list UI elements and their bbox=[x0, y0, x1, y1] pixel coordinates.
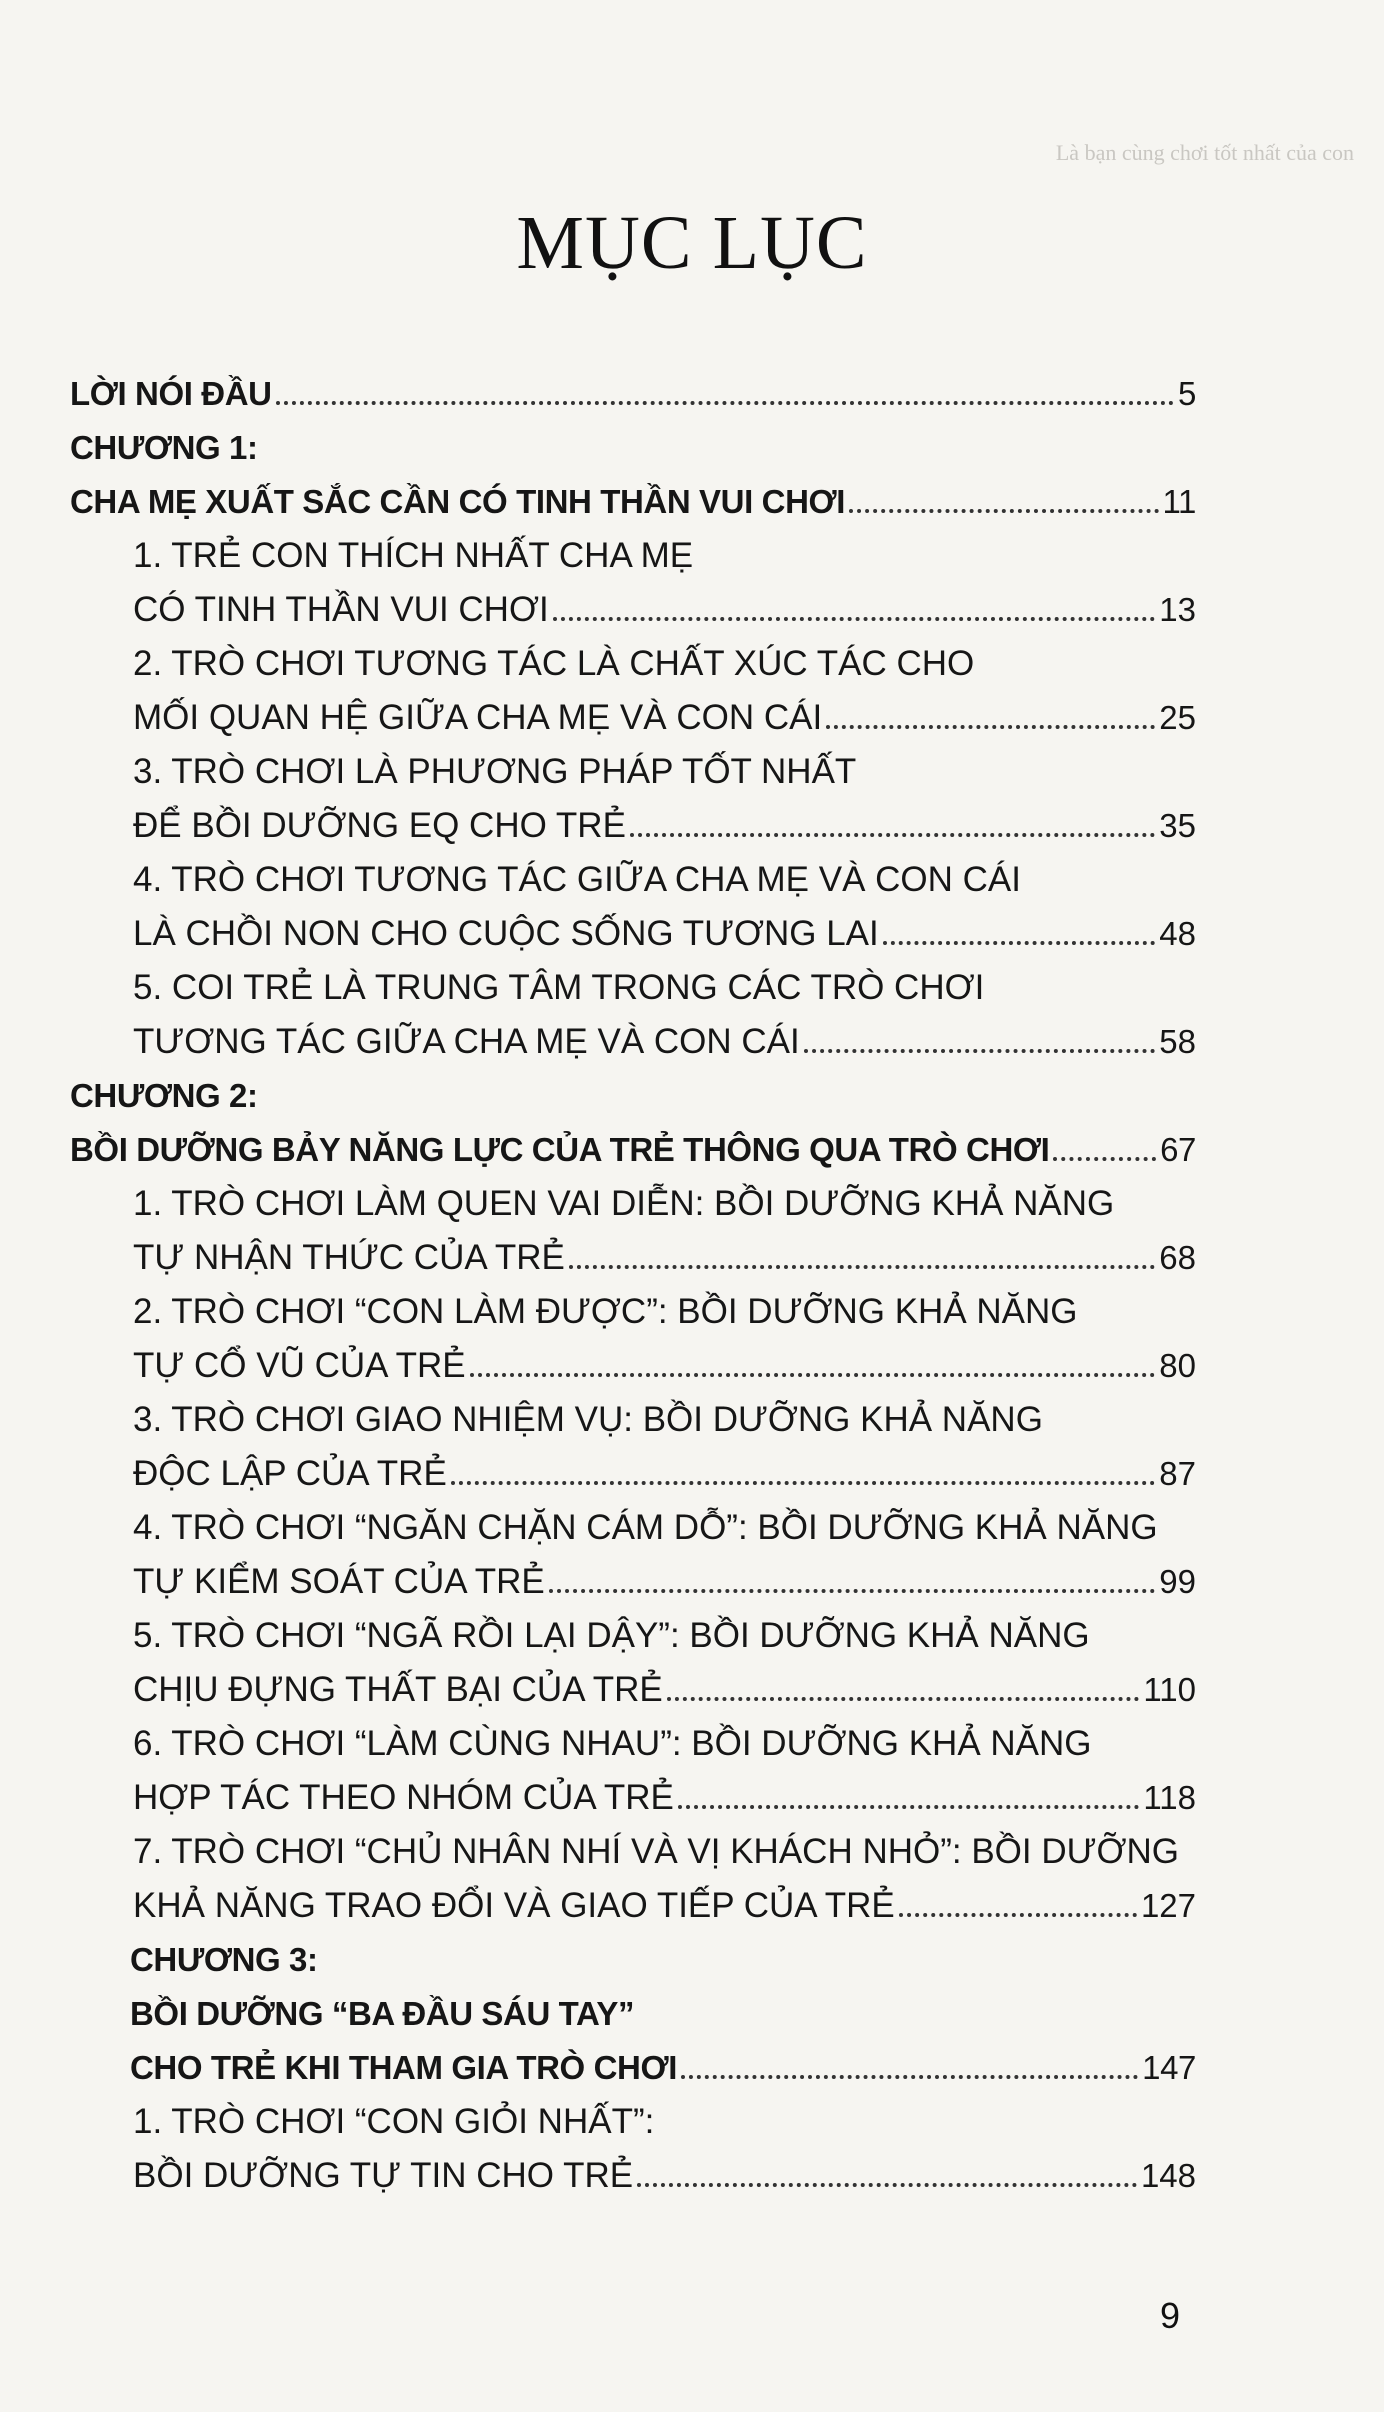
toc-entry-title: CÓ TINH THẦN VUI CHƠI bbox=[133, 590, 549, 629]
dot-leader bbox=[826, 725, 1155, 729]
toc-entry-title: 3. TRÒ CHƠI LÀ PHƯƠNG PHÁP TỐT NHẤT bbox=[133, 752, 857, 791]
toc-entry bbox=[70, 2034, 1196, 2088]
toc-entry-page: 67 bbox=[1160, 1131, 1196, 1168]
dot-leader bbox=[470, 1373, 1156, 1377]
toc-entry-title: 6. TRÒ CHƠI “LÀM CÙNG NHAU”: BỒI DƯỠNG KHẢ NĂNG bbox=[133, 1724, 1092, 1763]
toc-entry-title: CHƯƠNG 2: bbox=[70, 1077, 258, 1114]
dot-leader bbox=[553, 617, 1156, 621]
toc-entry bbox=[70, 1818, 1196, 1872]
toc-entry bbox=[70, 846, 1196, 900]
toc-entry-title: 3. TRÒ CHƠI GIAO NHIỆM VỤ: BỒI DƯỠNG KHẢ NĂNG bbox=[133, 1400, 1043, 1439]
toc-entry-page: 110 bbox=[1143, 1671, 1196, 1708]
toc-entry-title: BỒI DƯỠNG BẢY NĂNG LỰC CỦA TRẺ THÔNG QUA TRÒ CHƠI bbox=[70, 1131, 1050, 1168]
toc-entry bbox=[70, 1008, 1196, 1062]
toc-entry bbox=[70, 1440, 1196, 1494]
toc-entry-title: 5. COI TRẺ LÀ TRUNG TÂM TRONG CÁC TRÒ CHƠI bbox=[133, 968, 985, 1007]
toc-entry bbox=[70, 1332, 1196, 1386]
dot-leader bbox=[451, 1481, 1155, 1485]
toc-entry bbox=[70, 954, 1196, 1008]
toc-entry bbox=[70, 1872, 1196, 1926]
toc-entry bbox=[70, 1764, 1196, 1818]
dot-leader bbox=[899, 1913, 1137, 1917]
toc-entry-page: 68 bbox=[1159, 1239, 1196, 1276]
toc-entry bbox=[70, 630, 1196, 684]
toc-entry bbox=[70, 1656, 1196, 1710]
toc-entry-page: 118 bbox=[1143, 1779, 1196, 1816]
dot-leader bbox=[276, 401, 1174, 405]
toc-entry-title: TỰ NHẬN THỨC CỦA TRẺ bbox=[133, 1238, 565, 1277]
toc-entry bbox=[70, 414, 1196, 468]
toc-entry bbox=[70, 1548, 1196, 1602]
table-of-contents bbox=[70, 360, 1196, 2196]
toc-entry-title: LỜI NÓI ĐẦU bbox=[70, 375, 272, 412]
toc-entry-title: KHẢ NĂNG TRAO ĐỔI VÀ GIAO TIẾP CỦA TRẺ bbox=[133, 1886, 895, 1925]
toc-entry-page: 13 bbox=[1159, 591, 1196, 628]
toc-entry-title: 2. TRÒ CHƠI TƯƠNG TÁC LÀ CHẤT XÚC TÁC CHO bbox=[133, 644, 975, 683]
page-title: MỤC LỤC bbox=[516, 201, 868, 285]
toc-entry bbox=[70, 1710, 1196, 1764]
toc-entry bbox=[70, 1278, 1196, 1332]
toc-entry-title: CHA MẸ XUẤT SẮC CẦN CÓ TINH THẦN VUI CHƠI bbox=[70, 483, 846, 520]
toc-entry-page: 35 bbox=[1159, 807, 1196, 844]
toc-entry-title: 1. TRÒ CHƠI LÀM QUEN VAI DIỄN: BỒI DƯỠNG KHẢ NĂNG bbox=[133, 1184, 1115, 1223]
toc-entry-title: BỒI DƯỠNG “BA ĐẦU SÁU TAY” bbox=[130, 1995, 635, 2032]
toc-entry bbox=[70, 1386, 1196, 1440]
dot-leader bbox=[678, 1805, 1140, 1809]
toc-entry bbox=[70, 522, 1196, 576]
toc-entry-title: 1. TRÒ CHƠI “CON GIỎI NHẤT”: bbox=[133, 2102, 655, 2141]
toc-entry-page: 87 bbox=[1159, 1455, 1196, 1492]
toc-entry-page: 58 bbox=[1159, 1023, 1196, 1060]
bleed-through-header: Là bạn cùng chơi tốt nhất của con bbox=[1055, 140, 1354, 165]
toc-entry bbox=[70, 1494, 1196, 1548]
dot-leader bbox=[569, 1265, 1155, 1269]
toc-entry-title: CHO TRẺ KHI THAM GIA TRÒ CHƠI bbox=[130, 2049, 677, 2086]
toc-entry bbox=[70, 792, 1196, 846]
toc-entry-title: LÀ CHỒI NON CHO CUỘC SỐNG TƯƠNG LAI bbox=[133, 914, 879, 953]
toc-entry-page: 25 bbox=[1159, 699, 1196, 736]
toc-entry-title: 4. TRÒ CHƠI “NGĂN CHẶN CÁM DỖ”: BỒI DƯỠNG KHẢ NĂNG bbox=[133, 1508, 1158, 1547]
dot-leader bbox=[849, 509, 1159, 513]
toc-entry-title: HỢP TÁC THEO NHÓM CỦA TRẺ bbox=[133, 1778, 674, 1817]
toc-entry bbox=[70, 1980, 1196, 2034]
toc-entry-title: ĐỘC LẬP CỦA TRẺ bbox=[133, 1454, 447, 1493]
toc-entry bbox=[70, 900, 1196, 954]
dot-leader bbox=[630, 833, 1155, 837]
toc-entry bbox=[70, 2088, 1196, 2142]
dot-leader bbox=[1053, 1157, 1156, 1161]
toc-entry-title: 7. TRÒ CHƠI “CHỦ NHÂN NHÍ VÀ VỊ KHÁCH NHỎ”: BỒI DƯỠNG bbox=[133, 1832, 1180, 1871]
toc-entry-title: CHƯƠNG 1: bbox=[70, 429, 258, 466]
toc-entry bbox=[70, 1224, 1196, 1278]
toc-entry-title: TỰ KIỂM SOÁT CỦA TRẺ bbox=[133, 1562, 545, 1601]
toc-entry-page: 127 bbox=[1140, 1887, 1196, 1924]
toc-entry bbox=[70, 684, 1196, 738]
toc-entry-page: 5 bbox=[1178, 375, 1196, 412]
toc-entry-title: MỐI QUAN HỆ GIỮA CHA MẸ VÀ CON CÁI bbox=[133, 698, 823, 737]
toc-entry-title: CHỊU ĐỰNG THẤT BẠI CỦA TRẺ bbox=[133, 1670, 663, 1709]
toc-entry bbox=[70, 2142, 1196, 2196]
toc-entry-title: TƯƠNG TÁC GIỮA CHA MẸ VÀ CON CÁI bbox=[133, 1022, 800, 1061]
dot-leader bbox=[883, 941, 1156, 945]
toc-entry bbox=[70, 468, 1196, 522]
toc-entry-title: 1. TRẺ CON THÍCH NHẤT CHA MẸ bbox=[133, 536, 694, 575]
dot-leader bbox=[637, 2183, 1137, 2187]
toc-entry-page: 147 bbox=[1142, 2049, 1196, 2086]
toc-entry-page: 11 bbox=[1162, 483, 1196, 520]
toc-entry-title: CHƯƠNG 3: bbox=[130, 1941, 318, 1978]
toc-entry-page: 148 bbox=[1140, 2157, 1196, 2194]
toc-entry-title: 2. TRÒ CHƠI “CON LÀM ĐƯỢC”: BỒI DƯỠNG KHẢ NĂNG bbox=[133, 1292, 1078, 1331]
toc-entry-title: BỒI DƯỠNG TỰ TIN CHO TRẺ bbox=[133, 2156, 634, 2195]
toc-entry-title: 5. TRÒ CHƠI “NGÃ RỒI LẠI DẬY”: BỒI DƯỠNG KHẢ NĂNG bbox=[133, 1616, 1090, 1655]
toc-entry-page: 99 bbox=[1159, 1563, 1196, 1600]
toc-entry bbox=[70, 1602, 1196, 1656]
toc-entry-page: 48 bbox=[1159, 915, 1196, 952]
toc-entry-title: 4. TRÒ CHƠI TƯƠNG TÁC GIỮA CHA MẸ VÀ CON CÁI bbox=[133, 860, 1022, 899]
dot-leader bbox=[667, 1697, 1140, 1701]
toc-entry-page: 80 bbox=[1159, 1347, 1196, 1384]
dot-leader bbox=[681, 2075, 1138, 2079]
toc-entry bbox=[70, 1062, 1196, 1116]
dot-leader bbox=[804, 1049, 1156, 1053]
toc-entry bbox=[70, 738, 1196, 792]
toc-entry bbox=[70, 1926, 1196, 1980]
toc-entry-title: ĐỂ BỒI DƯỠNG EQ CHO TRẺ bbox=[133, 806, 626, 845]
toc-entry bbox=[70, 1116, 1196, 1170]
toc-entry-title: TỰ CỔ VŨ CỦA TRẺ bbox=[133, 1346, 466, 1385]
dot-leader bbox=[549, 1589, 1156, 1593]
toc-entry bbox=[70, 360, 1196, 414]
toc-entry bbox=[70, 1170, 1196, 1224]
toc-entry bbox=[70, 576, 1196, 630]
page-number: 9 bbox=[1160, 2295, 1181, 2336]
